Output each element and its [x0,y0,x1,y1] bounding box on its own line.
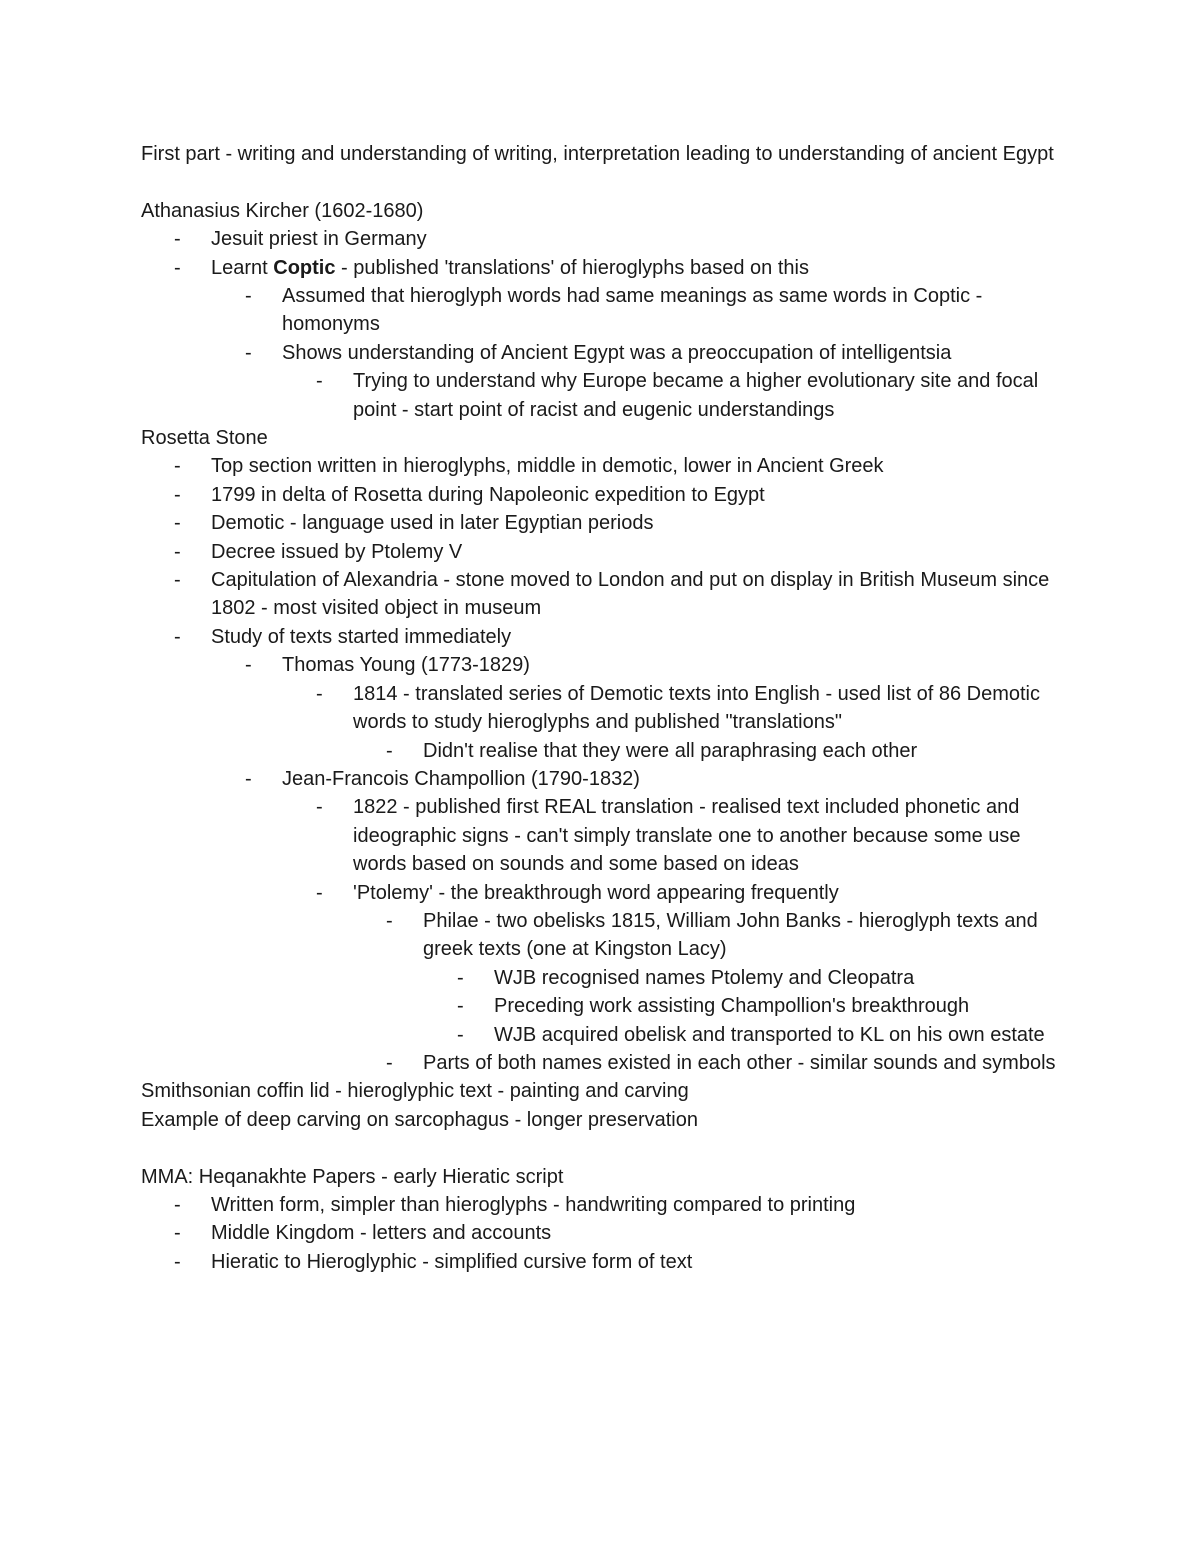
list-item-text: Assumed that hieroglyph words had same meanings as same words in Coptic - homonyms [282,285,983,336]
list-item [141,1021,1061,1049]
bullet-dash: - [174,1222,181,1245]
bullet-dash: - [174,483,181,506]
bullet-dash: - [174,455,181,478]
bullet-dash: - [457,966,464,989]
blank-line [141,1134,1061,1162]
list-item [141,538,1061,566]
bullet-dash: - [174,256,181,279]
bullet-dash: - [245,767,252,790]
list-item [141,566,1061,623]
list-item [141,992,1061,1020]
list-item-text: Demotic - language used in later Egyptian periods [211,512,654,535]
list-item-text: Jesuit priest in Germany [211,228,427,251]
list-item [141,680,1061,737]
list-item-text: Written form, simpler than hieroglyphs - handwriting compared to printing [211,1194,856,1216]
list-item [141,1219,1061,1247]
bullet-dash: - [457,995,464,1018]
bullet-dash: - [174,228,181,251]
list-item [141,254,1061,282]
bullet-dash: - [386,1051,393,1074]
example-line: Example of deep carving on sarcophagus - longer preservation [141,1108,698,1131]
list-item-text: Shows understanding of Ancient Egypt was a preoccupation of intelligentsia [282,341,952,364]
list-item [141,964,1061,992]
list-item [141,1191,1061,1219]
bullet-dash: - [316,682,323,705]
bullet-dash: - [457,1023,464,1046]
bullet-dash: - [174,1194,181,1216]
list-item-text: 'Ptolemy' - the breakthrough word appearing frequently [353,881,839,904]
list-item [141,339,1061,367]
list-item-text: Thomas Young (1773-1829) [282,654,530,677]
list-item-text: Parts of both names existed in each other - similar sounds and symbols [423,1051,1056,1074]
list-item [141,452,1061,480]
list-item [141,1049,1061,1077]
list-item-text: 1814 - translated series of Demotic texts into English - used list of 86 Demotic words to study hieroglyphs and published "translations" [353,682,1040,734]
bullet-dash: - [174,569,181,592]
bullet-dash: - [245,285,252,308]
bullet-dash: - [174,1250,181,1273]
list-item-text: Capitulation of Alexandria - stone moved to London and put on display in British Museum since 1802 - most visited object in museum [211,569,1050,620]
list-item-text: WJB acquired obelisk and transported to KL on his own estate [494,1023,1045,1046]
bold-term: Coptic [273,256,336,279]
list-item [141,623,1061,651]
list-item [141,907,1061,964]
document-page [141,140,1061,1276]
list-item [141,765,1061,793]
bullet-dash: - [174,512,181,535]
bullet-dash: - [386,909,393,932]
list-item-text: Study of texts started immediately [211,625,512,648]
kircher-heading: Athanasius Kircher (1602-1680) [141,199,424,222]
list-item-text: Decree issued by Ptolemy V [211,540,463,563]
list-item-text: Didn't realise that they were all paraphrasing each other [423,739,918,762]
list-item [141,793,1061,878]
bullet-dash: - [174,625,181,648]
list-item-text: WJB recognised names Ptolemy and Cleopatra [494,966,915,989]
list-item-text: Philae - two obelisks 1815, William John Banks - hieroglyph texts and greek texts (one at Kingston Lacy) [423,909,1038,961]
list-item-text: Hieratic to Hieroglyphic - simplified cursive form of text [211,1250,693,1273]
bullet-dash: - [386,739,393,762]
bullet-dash: - [316,881,323,904]
list-item-text: Trying to understand why Europe became a higher evolutionary site and focal point - start point of racist and eugenic understandings [353,370,1039,421]
list-item [141,481,1061,509]
blank-line [141,168,1061,196]
list-item-text: 1822 - published first REAL translation - realised text included phonetic and ideographic signs - can't simply translate one to another because some use words based on sounds and some based on ideas [353,796,1021,876]
list-item [141,651,1061,679]
list-item-text: - published 'translations' of hieroglyphs based on this [335,256,809,279]
bullet-dash: - [245,341,252,364]
list-item [141,1248,1061,1276]
smithsonian-line: Smithsonian coffin lid - hieroglyphic text - painting and carving [141,1080,689,1103]
list-item [141,367,1061,424]
mma-heading: MMA: Heqanakhte Papers - early Hieratic script [141,1165,564,1188]
bullet-dash: - [174,540,181,563]
list-item-text: Middle Kingdom - letters and accounts [211,1222,552,1245]
list-item-text: Learnt [211,256,274,279]
bullet-dash: - [316,796,323,819]
list-item [141,225,1061,253]
list-item [141,737,1061,765]
bullet-dash: - [245,654,252,677]
list-item [141,509,1061,537]
list-item [141,879,1061,907]
rosetta-heading: Rosetta Stone [141,427,268,450]
list-item-text: Top section written in hieroglyphs, middle in demotic, lower in Ancient Greek [211,455,884,478]
list-item-text: Jean-Francois Champollion (1790-1832) [282,767,640,790]
list-item-text: Preceding work assisting Champollion's breakthrough [494,995,970,1018]
bullet-dash: - [316,370,323,393]
intro-line: First part - writing and understanding of writing, interpretation leading to understanding of ancient Egypt [141,143,1054,165]
list-item [141,282,1061,339]
list-item-text: 1799 in delta of Rosetta during Napoleonic expedition to Egypt [211,483,765,506]
